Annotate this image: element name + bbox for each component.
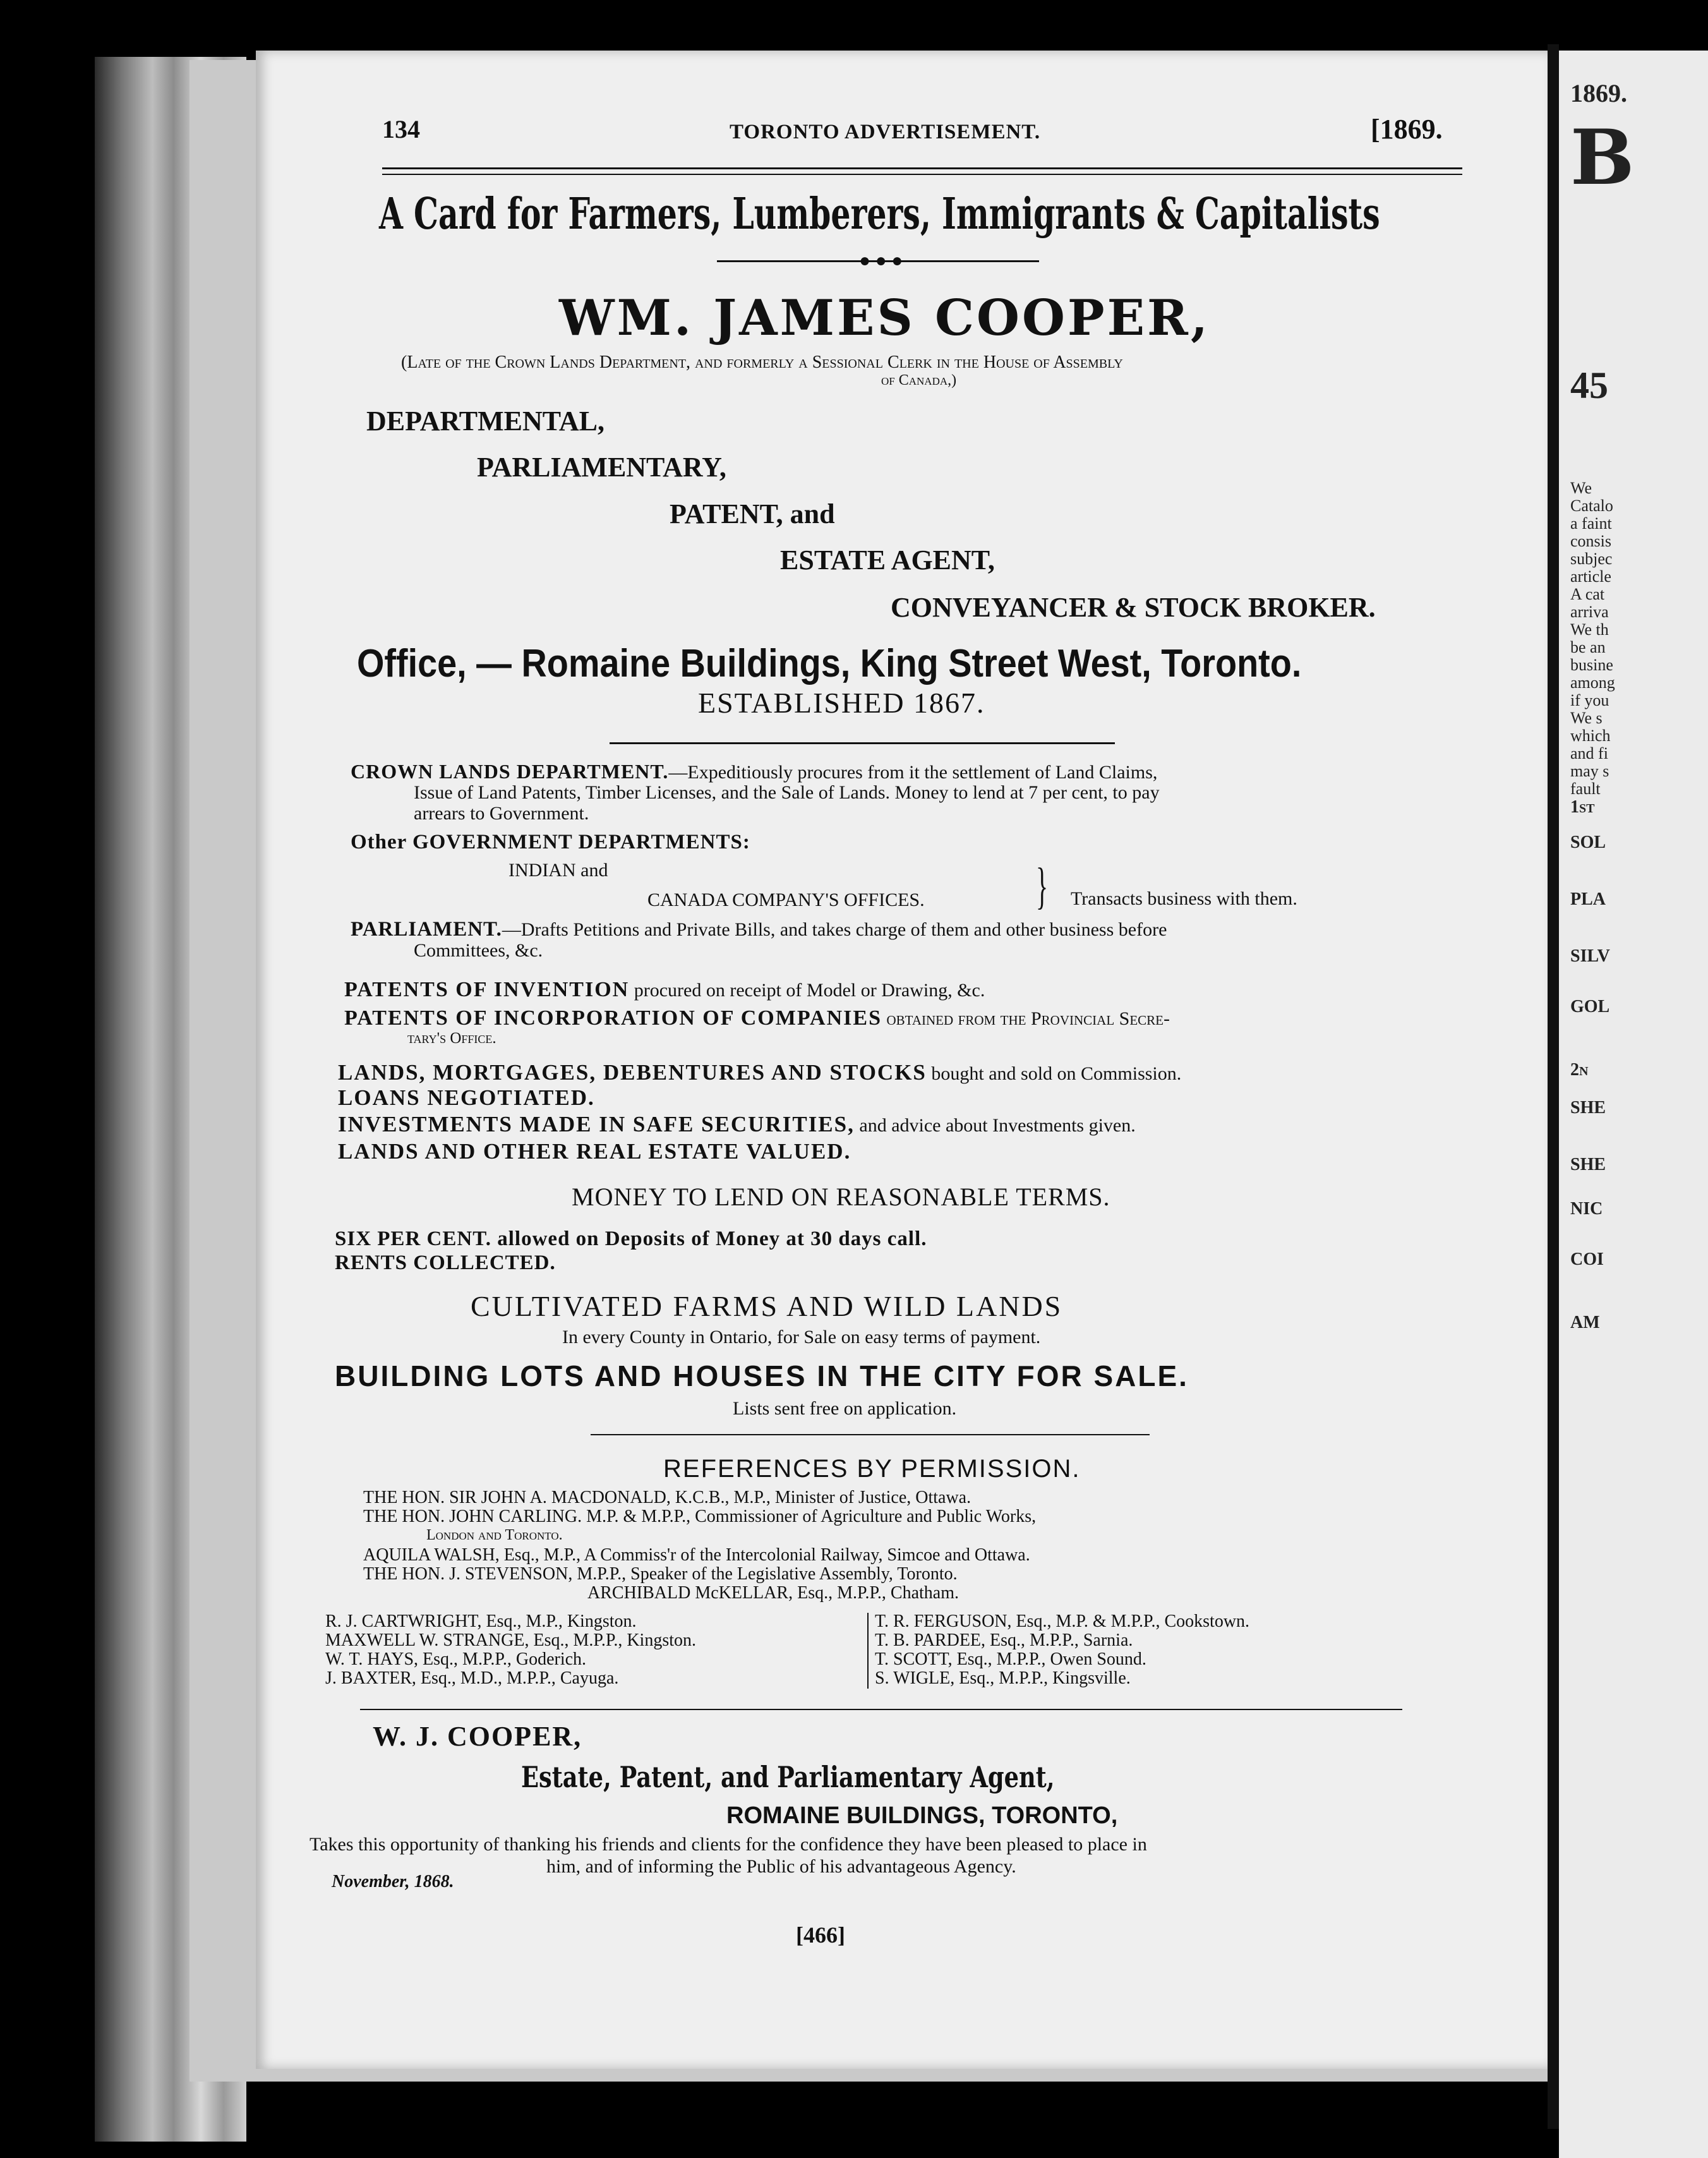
reference-line-6: ARCHIBALD McKELLAR, Esq., M.P.P., Chatham. bbox=[587, 1583, 959, 1603]
reference-left-4: J. BAXTER, Esq., M.D., M.P.P., Cayuga. bbox=[325, 1668, 619, 1688]
reference-left-2: MAXWELL W. STRANGE, Esq., M.P.P., Kingston. bbox=[325, 1631, 697, 1650]
signature-thanks1: Takes this opportunity of thanking his friends and clients for the confidence they have been pleased to place in bbox=[310, 1834, 1147, 1855]
six-per-cent: SIX PER CENT. allowed on Deposits of Money at 30 days call. bbox=[335, 1227, 927, 1250]
adjacent-page-fragment: NIC bbox=[1570, 1199, 1603, 1219]
ornament-dots: ● ● ● bbox=[859, 250, 903, 271]
reference-left-3: W. T. HAYS, Esq., M.P.P., Goderich. bbox=[325, 1649, 587, 1669]
parliament-text1: —Drafts Petitions and Private Bills, and takes charge of them and other business before bbox=[502, 919, 1167, 940]
reference-right-1: T. R. FERGUSON, Esq., M.P. & M.P.P., Cookstown. bbox=[875, 1612, 1250, 1631]
other-gov-label: Other GOVERNMENT DEPARTMENTS: bbox=[351, 831, 750, 853]
header-rule bbox=[382, 167, 1462, 169]
patents-invention-line bbox=[344, 979, 985, 1001]
investments-text: and advice about Investments given. bbox=[859, 1115, 1136, 1136]
adjacent-page-fragment: GOL bbox=[1570, 997, 1610, 1016]
signature-address: ROMAINE BUILDINGS, TORONTO, bbox=[726, 1802, 1118, 1829]
parliament-text2: Committees, &c. bbox=[414, 940, 543, 961]
adjacent-page-year: 1869. bbox=[1570, 79, 1627, 107]
running-year: [1869. bbox=[1371, 114, 1443, 145]
rents-collected: RENTS COLLECTED. bbox=[335, 1251, 556, 1274]
page-number: 134 bbox=[382, 115, 420, 143]
investments-label: INVESTMENTS MADE IN SAFE SECURITIES, bbox=[338, 1112, 855, 1136]
running-title: TORONTO ADVERTISEMENT. bbox=[730, 121, 1041, 143]
adjacent-page-fragment: subjec bbox=[1570, 550, 1613, 568]
references-column-divider bbox=[867, 1613, 869, 1689]
late-of-line1: (Late of the Crown Lands Department, and formerly a Sessional Clerk in the House of Assembly bbox=[401, 353, 1123, 372]
signature-name: W. J. COOPER, bbox=[373, 1721, 582, 1752]
reference-line-4: AQUILA WALSH, Esq., M.P., A Commiss'r of the Intercolonial Railway, Simcoe and Ottawa. bbox=[363, 1545, 1030, 1565]
farms-sub: In every County in Ontario, for Sale on easy terms of payment. bbox=[562, 1327, 1041, 1347]
adjacent-page-fragment: which bbox=[1570, 726, 1611, 745]
crown-lands-line1 bbox=[351, 761, 1157, 782]
signature-thanks2: him, and of informing the Public of his advantageous Agency. bbox=[546, 1856, 1016, 1877]
adjacent-page-number: 45 bbox=[1570, 365, 1608, 406]
adjacent-page-fragment: arriva bbox=[1570, 603, 1609, 621]
reference-line-1: THE HON. SIR JOHN A. MACDONALD, K.C.B., M.P., Minister of Justice, Ottawa. bbox=[363, 1488, 971, 1507]
lands-mortgages-line bbox=[338, 1061, 1181, 1083]
reference-line-3: London and Toronto. bbox=[426, 1527, 563, 1543]
crown-lands-text3: arrears to Government. bbox=[414, 803, 589, 824]
patents-incorporation-line bbox=[344, 1008, 1170, 1029]
adjacent-page-fragment: among bbox=[1570, 673, 1615, 692]
parliament-line1 bbox=[351, 919, 1167, 940]
reference-right-4: S. WIGLE, Esq., M.P.P., Kingsville. bbox=[875, 1668, 1131, 1688]
reference-line-5: THE HON. J. STEVENSON, M.P.P., Speaker of the Legislative Assembly, Toronto. bbox=[363, 1564, 958, 1584]
adjacent-page-fragment: and fi bbox=[1570, 744, 1608, 763]
adjacent-page-fragment: Catalo bbox=[1570, 497, 1613, 515]
adjacent-page-fragment: We s bbox=[1570, 709, 1603, 727]
adjacent-page-fragment: SHE bbox=[1570, 1155, 1606, 1174]
lands-valued: LANDS AND OTHER REAL ESTATE VALUED. bbox=[338, 1139, 851, 1164]
building-title: BUILDING LOTS AND HOUSES IN THE CITY FOR SALE. bbox=[335, 1359, 1189, 1392]
role-estate-agent: ESTATE AGENT, bbox=[780, 545, 995, 576]
adjacent-page-fragment: 1st bbox=[1570, 797, 1595, 817]
patents-incorporation-text2: tary's Office. bbox=[407, 1030, 496, 1047]
adjacent-page-fragment: a faint bbox=[1570, 514, 1612, 533]
adjacent-page-fragment: A cat bbox=[1570, 585, 1605, 603]
farms-title: CULTIVATED FARMS AND WILD LANDS bbox=[471, 1290, 1063, 1322]
adjacent-page-fragment: be an bbox=[1570, 638, 1606, 656]
role-patent: PATENT, and bbox=[670, 498, 835, 529]
reference-right-2: T. B. PARDEE, Esq., M.P.P., Sarnia. bbox=[875, 1631, 1133, 1650]
headline: A Card for Farmers, Lumberers, Immigrants & Capitalists bbox=[379, 189, 1380, 239]
adjacent-page-fragment: PLA bbox=[1570, 889, 1606, 909]
other-gov-canada: CANADA COMPANY'S OFFICES. bbox=[647, 889, 925, 910]
adjacent-page-fragment: consis bbox=[1570, 532, 1611, 550]
other-gov-indian: INDIAN and bbox=[508, 860, 608, 881]
adjacent-page-fragment: article bbox=[1570, 567, 1611, 586]
role-departmental: DEPARTMENTAL, bbox=[366, 406, 604, 437]
loans-negotiated: LOANS NEGOTIATED. bbox=[338, 1085, 595, 1110]
role-conveyancer: CONVEYANCER & STOCK BROKER. bbox=[891, 592, 1376, 623]
investments-line bbox=[338, 1113, 1136, 1135]
header-rule-thin bbox=[382, 174, 1462, 175]
signature-role: Estate, Patent, and Parliamentary Agent, bbox=[521, 1760, 1055, 1794]
adjacent-page-fragment: if you bbox=[1570, 691, 1609, 709]
adjacent-page-fragment: fault bbox=[1570, 780, 1601, 798]
reference-right-3: T. SCOTT, Esq., M.P.P., Owen Sound. bbox=[875, 1649, 1146, 1669]
role-parliamentary: PARLIAMENTARY, bbox=[477, 452, 726, 483]
brace: } bbox=[1036, 859, 1049, 914]
adjacent-page-fragment: SOL bbox=[1570, 833, 1606, 852]
crown-lands-label: CROWN LANDS DEPARTMENT. bbox=[351, 760, 669, 783]
adjacent-page-ornament: B bbox=[1570, 113, 1635, 202]
patents-incorporation-text1: obtained from the Provincial Secre- bbox=[886, 1008, 1170, 1029]
references-title: REFERENCES BY PERMISSION. bbox=[663, 1455, 1081, 1483]
patents-invention-label: PATENTS OF INVENTION bbox=[344, 978, 630, 1001]
wavy-rule bbox=[610, 742, 1115, 744]
references-rule bbox=[591, 1434, 1150, 1435]
patents-incorporation-label: PATENTS OF INCORPORATION OF COMPANIES bbox=[344, 1006, 882, 1030]
established: ESTABLISHED 1867. bbox=[698, 687, 985, 719]
adjacent-page-fragment: SHE bbox=[1570, 1098, 1606, 1118]
adjacent-page-fragment: may s bbox=[1570, 762, 1609, 780]
patents-invention-text: procured on receipt of Model or Drawing, &c. bbox=[634, 980, 985, 1001]
adjacent-page bbox=[1559, 51, 1708, 2158]
signature-rule bbox=[360, 1709, 1402, 1710]
money-to-lend: MONEY TO LEND ON REASONABLE TERMS. bbox=[572, 1183, 1110, 1211]
building-sub: Lists sent free on application. bbox=[733, 1398, 957, 1419]
other-gov-transacts: Transacts business with them. bbox=[1071, 888, 1297, 909]
lands-mortgages-label: LANDS, MORTGAGES, DEBENTURES AND STOCKS bbox=[338, 1060, 927, 1085]
adjacent-page-fragment: SILV bbox=[1570, 946, 1610, 966]
late-of-line2: of Canada,) bbox=[881, 372, 957, 389]
crown-lands-text1: —Expeditiously procures from it the settlement of Land Claims, bbox=[668, 762, 1158, 783]
adjacent-page-fragment: 2n bbox=[1570, 1060, 1589, 1080]
office-address: Office, — Romaine Buildings, King Street West, Toronto. bbox=[357, 642, 1302, 685]
parliament-label: PARLIAMENT. bbox=[351, 918, 502, 941]
reference-line-2: THE HON. JOHN CARLING. M.P. & M.P.P., Commissioner of Agriculture and Public Works, bbox=[363, 1507, 1037, 1526]
reference-left-1: R. J. CARTWRIGHT, Esq., M.P., Kingston. bbox=[325, 1612, 637, 1631]
crown-lands-text2: Issue of Land Patents, Timber Licenses, and the Sale of Lands. Money to lend at 7 per cent, to pay bbox=[414, 782, 1160, 803]
adjacent-page-fragment: COI bbox=[1570, 1250, 1604, 1269]
advertiser-name: WM. JAMES COOPER, bbox=[559, 289, 1211, 347]
lands-mortgages-text: bought and sold on Commission. bbox=[931, 1063, 1182, 1084]
adjacent-page-fragment: We th bbox=[1570, 620, 1609, 639]
adjacent-page-fragment: AM bbox=[1570, 1313, 1600, 1332]
book-gutter bbox=[1548, 44, 1559, 2129]
adjacent-page-fragment: busine bbox=[1570, 656, 1613, 674]
signature-date: November, 1868. bbox=[332, 1872, 454, 1891]
footer-page-number: [466] bbox=[796, 1922, 845, 1948]
adjacent-page-fragment: We bbox=[1570, 479, 1592, 497]
